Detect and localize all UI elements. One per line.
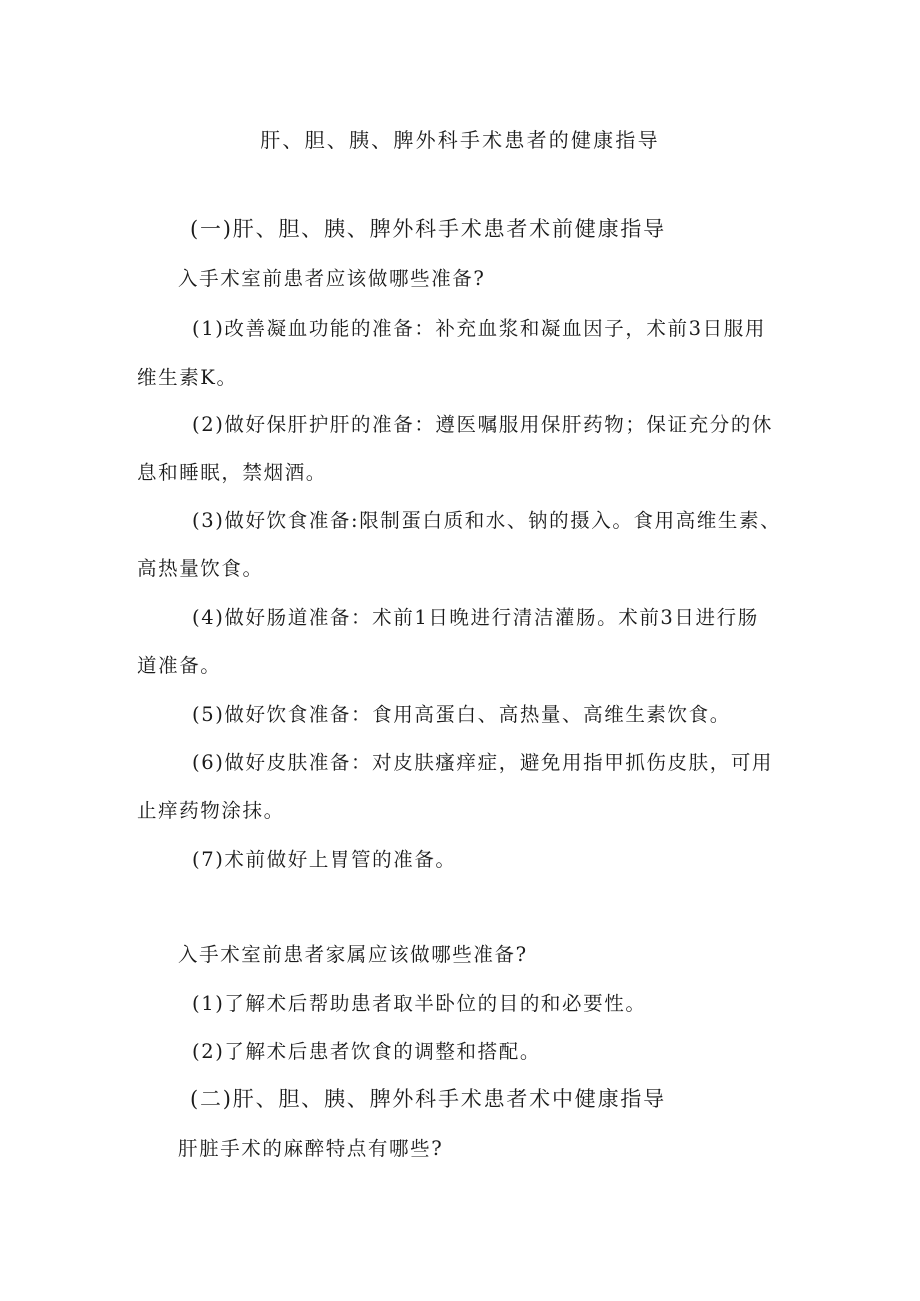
item-5-line-1: (5)做好饮食准备：食用高蛋白、高热量、高维生素饮食。 [192,703,731,726]
item-3-line-1: (3)做好饮食准备:限制蛋白质和水、钠的摄入。食用高维生素、 [192,509,782,532]
section-1-question-2: 入手术室前患者家属应该做哪些准备? [178,943,528,966]
section-2-heading: (二)肝、胆、胰、脾外科手术患者术中健康指导 [190,1087,666,1111]
document-title: 肝、胆、胰、脾外科手术患者的健康指导 [260,128,660,152]
item-1-line-1: (1)改善凝血功能的准备：补充血浆和凝血因子，术前3日服用 [192,317,766,340]
item-2-line-2: 息和睡眠，禁烟酒。 [137,461,327,484]
item-2-line-1: (2)做好保肝护肝的准备：遵医嘱服用保肝药物；保证充分的休 [192,413,774,436]
item-1-line-2: 维生素K。 [137,366,238,389]
family-item-1: (1)了解术后帮助患者取半卧位的目的和必要性。 [192,992,647,1015]
section-2-question-1: 肝脏手术的麻醉特点有哪些? [178,1137,444,1160]
item-6-line-2: 止痒药物涂抹。 [137,799,285,822]
item-3-line-2: 高热量饮食。 [137,557,264,580]
family-item-2: (2)了解术后患者饮食的调整和搭配。 [192,1040,541,1063]
section-1-question-1: 入手术室前患者应该做哪些准备? [178,267,486,290]
section-1-heading: (一)肝、胆、胰、脾外科手术患者术前健康指导 [190,217,666,241]
item-4-line-1: (4)做好肠道准备：术前1日晚进行清洁灌肠。术前3日进行肠 [192,606,759,629]
item-7-line-1: (7)术前做好上胃管的准备。 [192,848,457,871]
item-4-line-2: 道准备。 [137,654,222,677]
item-6-line-1: (6)做好皮肤准备：对皮肤瘙痒症，避免用指甲抓伤皮肤，可用 [192,751,774,774]
